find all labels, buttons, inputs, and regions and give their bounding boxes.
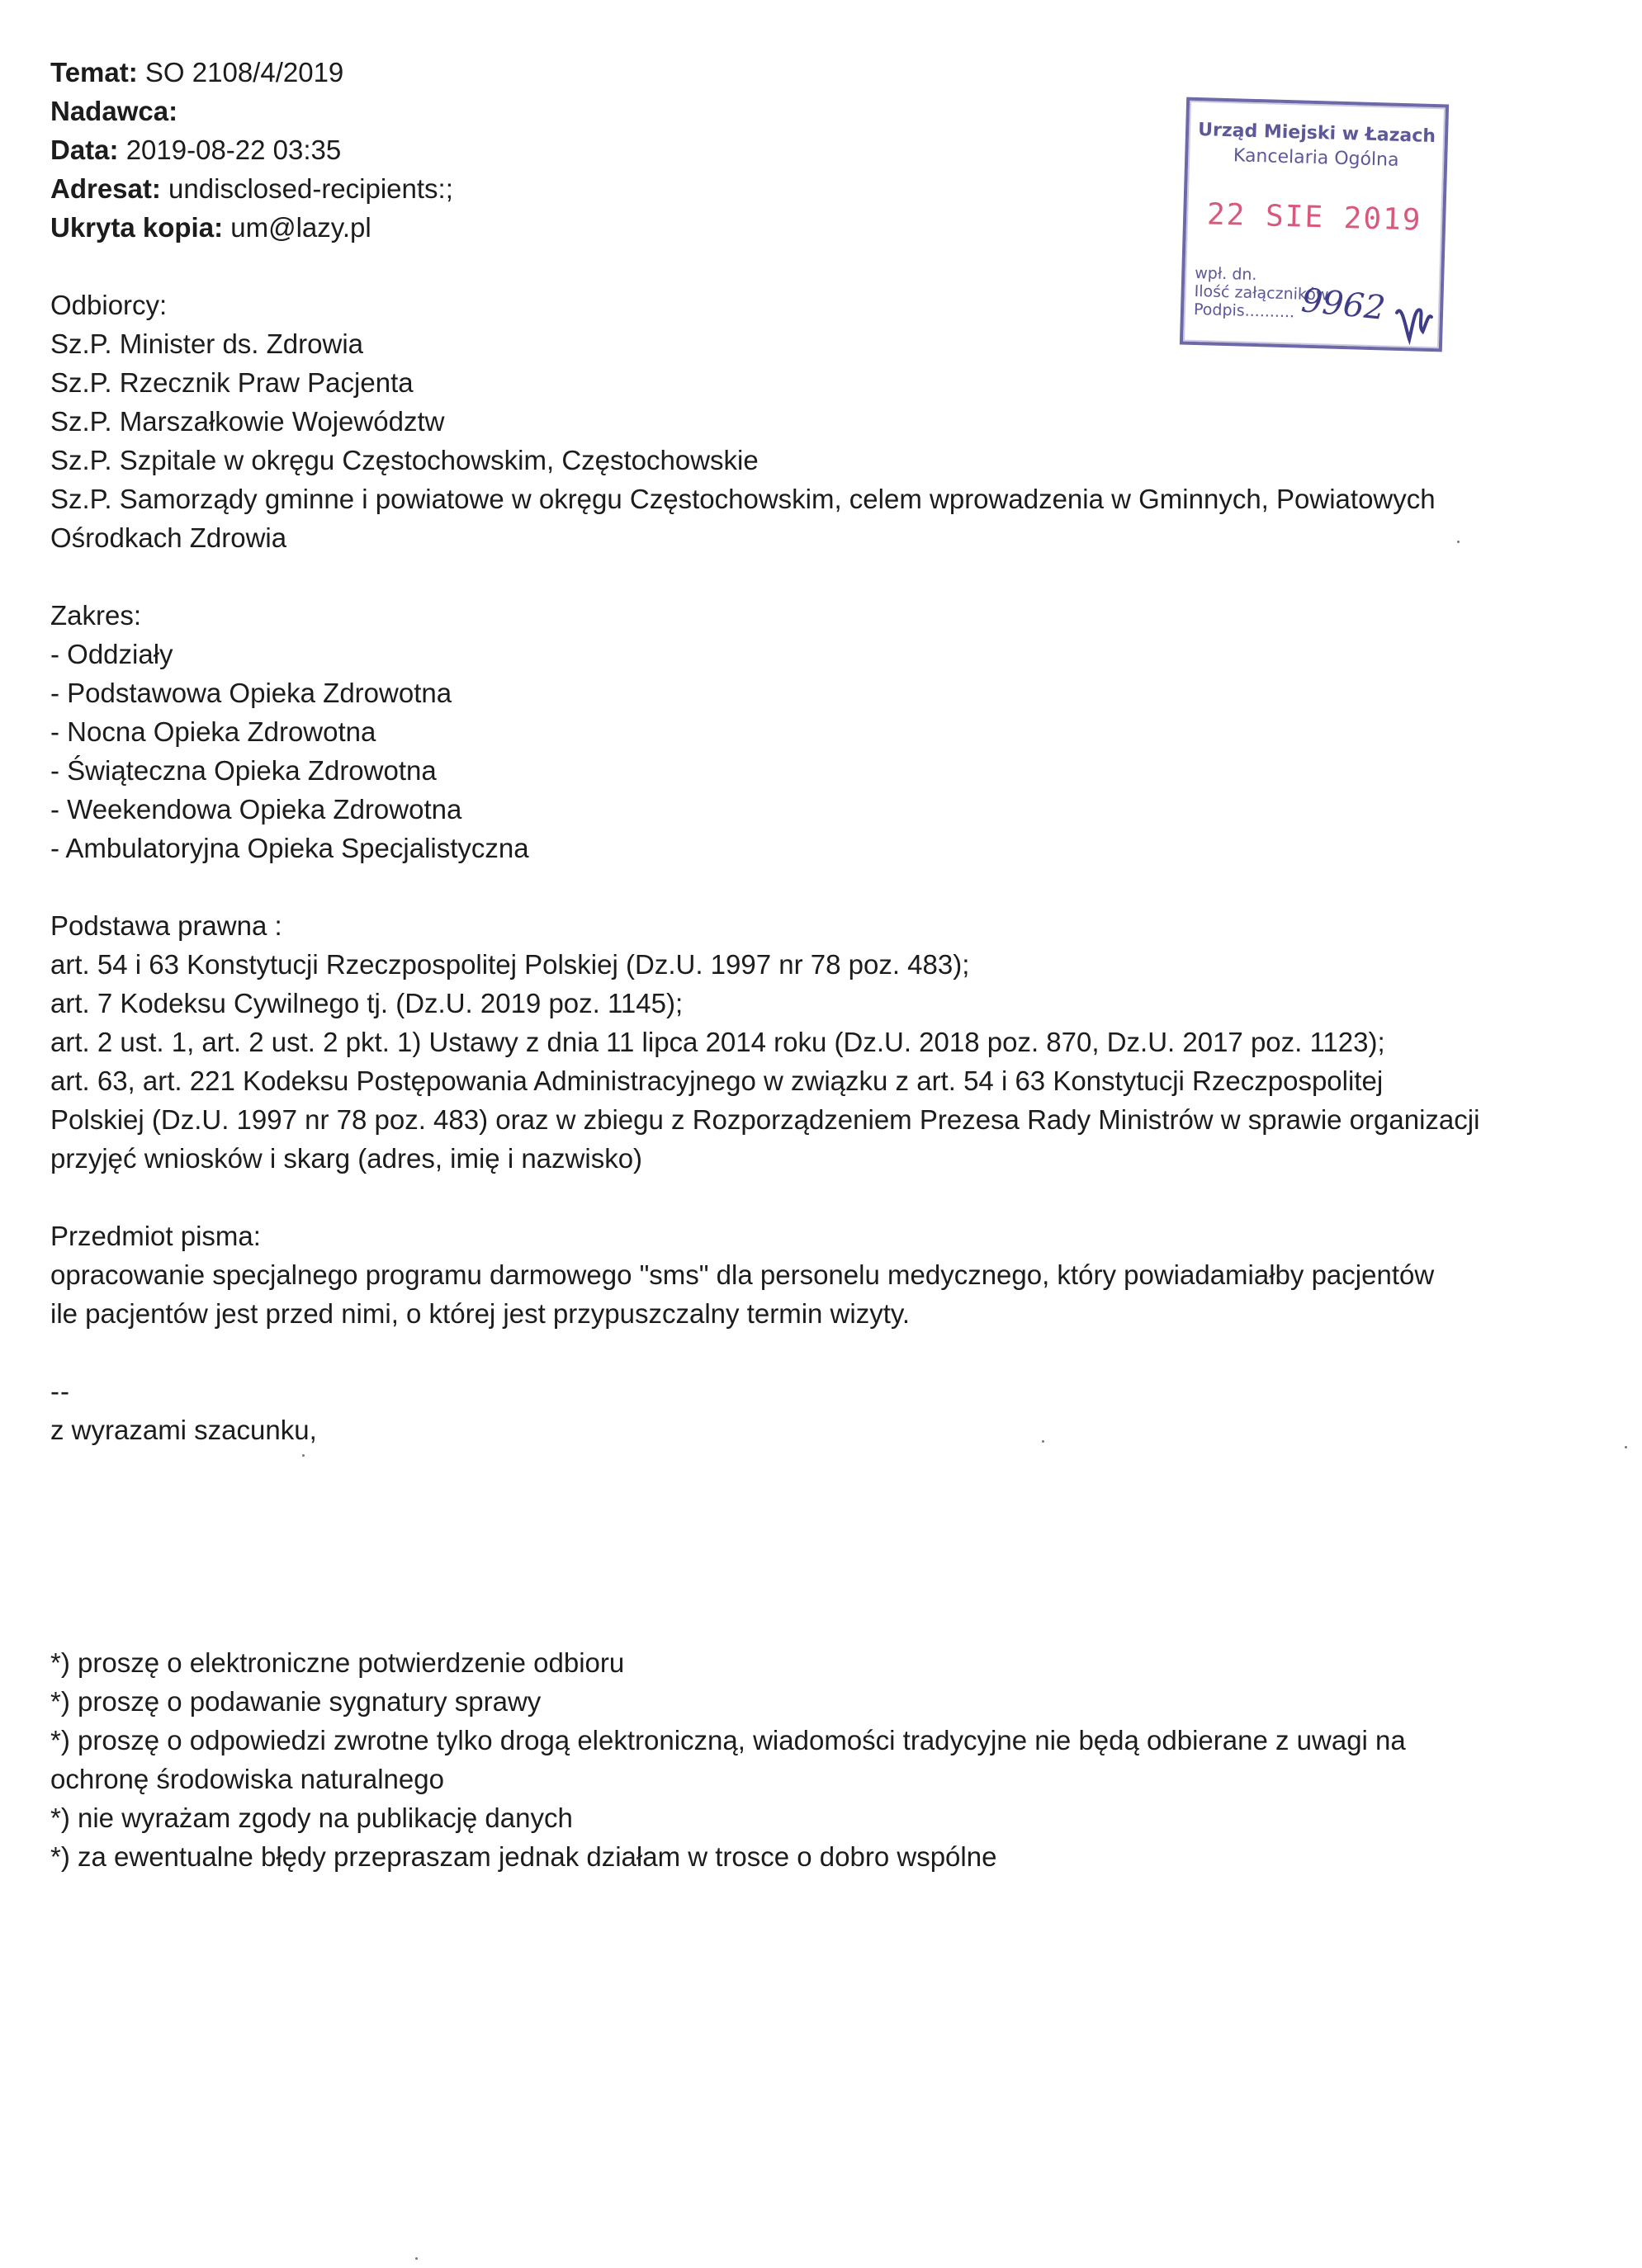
to-value: undisclosed-recipients:; [168,173,453,204]
subject-matter-line: opracowanie specjalnego programu darmowego "sms" dla personelu medycznego, który powiadamiałby pacjentów [50,1259,1435,1290]
scan-speck [1625,1446,1627,1448]
stamp-field-received: wpł. dn. [1194,263,1257,285]
legal-basis-line: przyjęć wniosków i skarg (adres, imię i nazwisko) [50,1143,643,1174]
legal-basis-line: art. 2 ust. 1, art. 2 ust. 2 pkt. 1) Ustawy z dnia 11 lipca 2014 roku (Dz.U. 2018 poz. 870, Dz.U. 2017 poz. 1123); [50,1027,1385,1057]
bcc-value: um@lazy.pl [230,212,371,243]
subject-matter-line: ile pacjentów jest przed nimi, o której jest przypuszczalny termin wizyty. [50,1298,911,1329]
stamp-date: 22 SIE 2019 [1206,197,1422,238]
signature-separator: -- [50,1376,70,1406]
stamp-organization: Urząd Miejski w Łazach [1197,120,1436,148]
scope-item: - Ambulatoryjna Opieka Specjalistyczna [50,833,529,863]
note-item: *) proszę o odpowiedzi zwrotne tylko drogą elektroniczną, wiadomości tradycyjne nie będą odbierane z uwagi na [50,1725,1406,1755]
recipients-heading: Odbiorcy: [50,290,168,320]
note-item: *) nie wyrażam zgody na publikację danych [50,1803,573,1833]
scope-item: - Weekendowa Opieka Zdrowotna [50,794,462,825]
recipient-item: Sz.P. Minister ds. Zdrowia [50,328,364,359]
note-item: *) za ewentualne błędy przepraszam jednak działam w trosce o dobro wspólne [50,1841,997,1872]
scope-item: - Oddziały [50,639,173,669]
legal-basis-line: art. 63, art. 221 Kodeksu Postępowania Administracyjnego w związku z art. 54 i 63 Konstytucji Rzeczpospolitej [50,1065,1384,1096]
legal-basis-line: art. 7 Kodeksu Cywilnego tj. (Dz.U. 2019 poz. 1145); [50,988,684,1018]
subject-value: SO 2108/4/2019 [144,57,344,87]
scan-speck [415,2257,418,2260]
stamp-field-signature: Podpis.......... [1193,300,1295,322]
recipient-item: Sz.P. Szpitale w okręgu Częstochowskim, Częstochowskie [50,445,759,475]
recipient-item: Sz.P. Marszałkowie Województw [50,406,445,437]
scan-speck [302,1454,305,1457]
scope-heading: Zakres: [50,600,142,631]
sender-label: Nadawca: [50,96,178,126]
note-item: *) proszę o elektroniczne potwierdzenie odbioru [50,1647,625,1678]
legal-basis-line: art. 54 i 63 Konstytucji Rzeczpospolitej Polskiej (Dz.U. 1997 nr 78 poz. 483); [50,949,970,980]
note-item: *) proszę o podawanie sygnatury sprawy [50,1686,542,1717]
scope-item: - Podstawowa Opieka Zdrowotna [50,678,452,708]
date-value: 2019-08-22 03:35 [125,135,342,165]
closing-line: z wyrazami szacunku, [50,1415,317,1445]
scope-item: - Świąteczna Opieka Zdrowotna [50,755,437,786]
note-item: ochronę środowiska naturalnego [50,1764,444,1794]
legal-basis-heading: Podstawa prawna : [50,910,282,941]
subject-matter-heading: Przedmiot pisma: [50,1221,261,1251]
recipient-item: Sz.P. Samorządy gminne i powiatowe w okręgu Częstochowskim, celem wprowadzenia w Gminnych, Powiatowych [50,484,1436,514]
recipient-item: Sz.P. Rzecznik Praw Pacjenta [50,367,414,398]
subject-row [50,53,1536,92]
recipient-item: Ośrodkach Zdrowia [50,522,287,553]
received-stamp [1180,97,1449,352]
stamp-field-attachments: Ilość załączników [1194,281,1329,305]
subject-label: Temat: [50,57,138,87]
to-label: Adresat: [50,173,161,204]
scan-speck [1457,541,1460,543]
handwritten-signature-icon [1389,298,1441,349]
legal-basis-line: Polskiej (Dz.U. 1997 nr 78 poz. 483) oraz w zbiegu z Rozporządzeniem Prezesa Rady Ministrów w sprawie organizacji [50,1104,1480,1135]
bcc-label: Ukryta kopia: [50,212,224,243]
scope-item: - Nocna Opieka Zdrowotna [50,716,376,747]
stamp-department: Kancelaria Ogólna [1233,145,1399,171]
date-label: Data: [50,135,119,165]
scan-speck [1042,1440,1044,1443]
stamp-registration-number: 9962 [1299,281,1388,328]
